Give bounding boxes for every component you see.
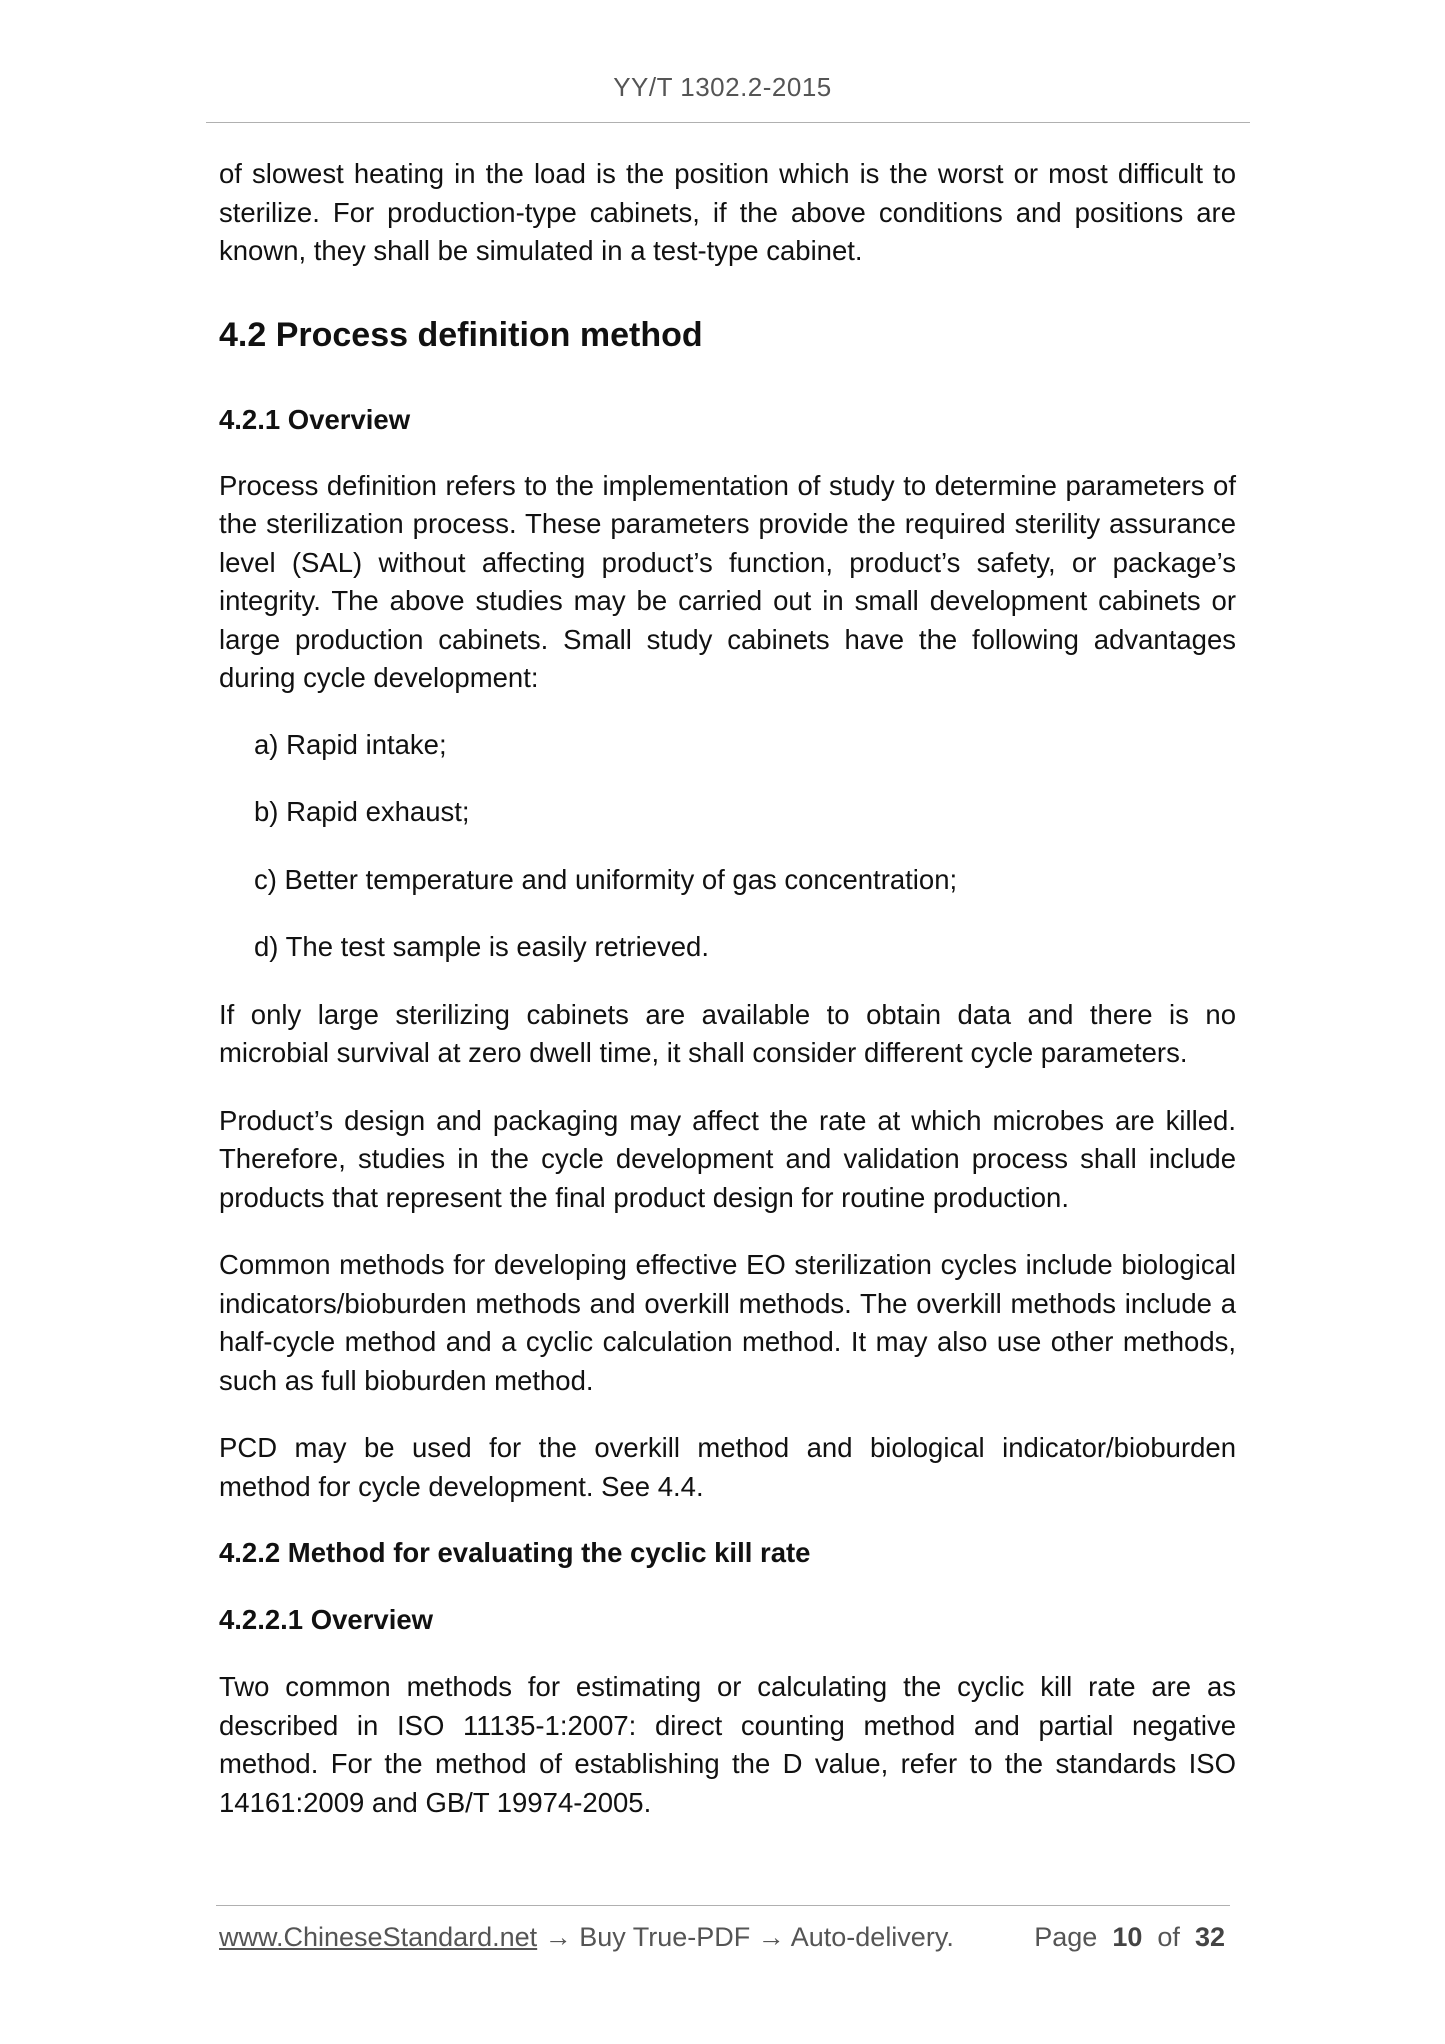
list-item: a) Rapid intake; [254, 728, 447, 760]
header-divider [206, 122, 1250, 123]
page-label: Page [1034, 1922, 1098, 1952]
section-heading-4-2-2-1: 4.2.2.1 Overview [219, 1604, 434, 1635]
paragraph-common-methods: Common methods for developing effective EO sterilization cycles include biological indicators/bioburden methods and overkill methods. The overkill methods include a half-cycle method and a cyclic calculation method. It may also use other methods, such as full bioburden method. [219, 1249, 1236, 1396]
of-label: of [1157, 1922, 1180, 1952]
list-item: c) Better temperature and uniformity of gas concentration; [254, 863, 958, 895]
total-pages-number: 32 [1194, 1922, 1225, 1952]
page-indicator [1034, 1922, 1231, 1953]
paragraph-large-cabinets: If only large sterilizing cabinets are available to obtain data and there is no microbial survival at zero dwell time, it shall consider different cycle parameters. [219, 998, 1236, 1068]
current-page-number: 10 [1112, 1922, 1143, 1952]
paragraph-pcd: PCD may be used for the overkill method and biological indicator/bioburden method for cycle development. See 4.4. [219, 1432, 1236, 1502]
list-item: d) The test sample is easily retrieved. [254, 931, 709, 962]
paragraph-two-methods: Two common methods for estimating or calculating the cyclic kill rate are as described in ISO 11135-1:2007: direct counting method and partial negative method. For the method of establishing the D value, refer to the standards ISO 14161:2009 and GB/T 19974-2005. [219, 1671, 1236, 1818]
site-link[interactable]: www.ChineseStandard.net [219, 1922, 538, 1952]
list-item: b) Rapid exhaust; [254, 796, 470, 827]
footer-divider [216, 1905, 1230, 1906]
section-heading-4-2: 4.2 Process definition method [219, 315, 703, 354]
section-heading-4-2-1: 4.2.1 Overview [219, 403, 411, 435]
footer-tagline: → Buy True-PDF → Auto-delivery. [537, 1922, 954, 1952]
advantages-list [219, 726, 1236, 967]
paragraph-design-packaging: Product’s design and packaging may affect the rate at which microbes are killed. Therefore, studies in the cycle development and validation process shall include products that represent the final product design for routine production. [219, 1104, 1236, 1213]
section-heading-4-2-2: 4.2.2 Method for evaluating the cyclic kill rate [219, 1537, 811, 1568]
page-footer [219, 1922, 1231, 1953]
document-header-id: YY/T 1302.2-2015 [613, 72, 832, 102]
intro-paragraph: of slowest heating in the load is the position which is the worst or most difficult to sterilize. For production-type cabinets, if the above conditions and positions are known, they shall be simulated in a test-type cabinet. [219, 158, 1236, 266]
page-content [219, 155, 1236, 1822]
paragraph-process-definition: Process definition refers to the implementation of study to determine parameters of the sterilization process. These parameters provide the required sterility assurance level (SAL) without affecting product’s function, product’s safety, or package’s integrity. The above studies may be carried out in small development cabinets or large production cabinets. Small study cabinets have the following advantages during cycle development: [219, 469, 1236, 693]
footer-left [219, 1922, 954, 1953]
